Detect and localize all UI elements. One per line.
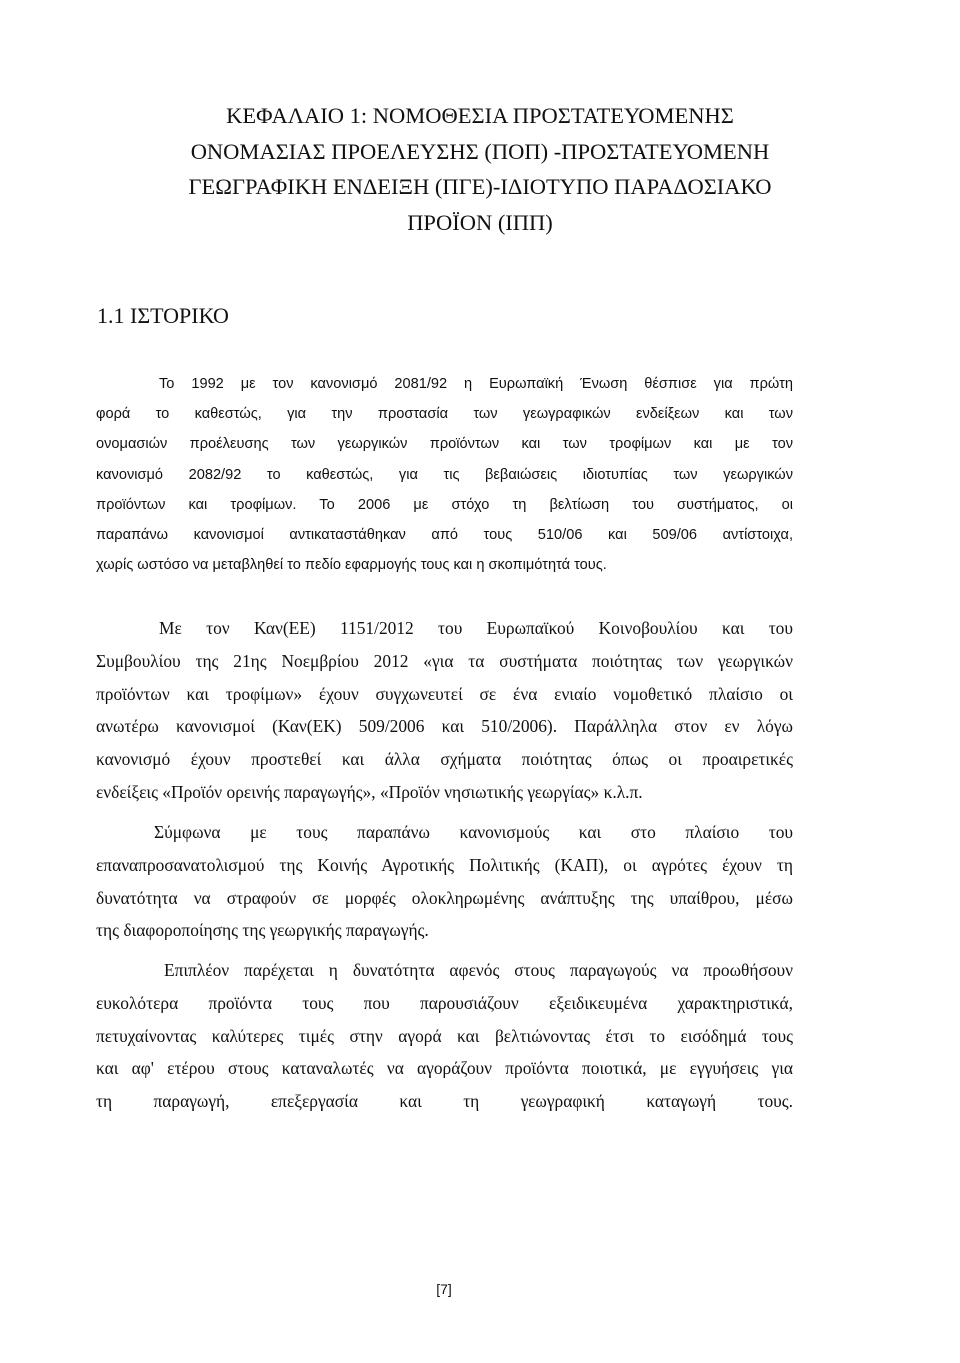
paragraph-line: Συμβουλίου της 21ης Νοεμβρίου 2012 «για τα συστήματα ποιότητας των γεωργικών xyxy=(96,650,793,671)
paragraph-line: επαναπροσανατολισμού της Κοινής Αγροτικής Πολιτικής (ΚΑΠ), οι αγρότες έχουν τη xyxy=(96,854,793,875)
paragraph-regulation-1151 xyxy=(96,612,793,809)
paragraph-line: τη παραγωγή, επεξεργασία και τη γεωγραφική καταγωγή τους. xyxy=(96,1091,793,1112)
paragraph-line: κανονισμό 2082/92 το καθεστώς, για τις βεβαιώσεις ιδιοτυπίας των γεωργικών xyxy=(96,466,793,483)
page-number: [7] xyxy=(436,1281,452,1297)
paragraph-line: Το 1992 με τον κανονισμό 2081/92 η Ευρωπαϊκή Ένωση θέσπισε για πρώτη xyxy=(159,376,793,392)
paragraph-line: κανονισμό έχουν προστεθεί και άλλα σχήματα ποιότητας όπως οι προαιρετικές xyxy=(96,749,793,770)
paragraph-line: δυνατότητα να στραφούν σε μορφές ολοκληρωμένης ανάπτυξης της υπαίθρου, μέσω xyxy=(96,887,793,908)
chapter-title-line: ΟΝΟΜΑΣΙΑΣ ΠΡΟΕΛΕΥΣΗΣ (ΠΟΠ) -ΠΡΟΣΤΑΤΕΥΟΜΕΝΗ xyxy=(190,138,770,164)
paragraph-line: πετυχαίνοντας καλύτερες τιμές στην αγορά και βελτιώνοντας έτσι το εισόδημά τους xyxy=(96,1025,793,1046)
paragraph-benefits xyxy=(96,954,793,1118)
paragraph-line: ευκολότερα προϊόντα τους που παρουσιάζουν εξειδικευμένα χαρακτηριστικά, xyxy=(96,992,793,1013)
paragraph-line: Επιπλέον παρέχεται η δυνατότητα αφενός στους παραγωγούς να προωθήσουν xyxy=(164,960,793,980)
paragraph-line: φορά το καθεστώς, για την προστασία των γεωγραφικών ενδείξεων και των xyxy=(96,406,793,423)
chapter-title-line: ΚΕΦΑΛΑΙΟ 1: ΝΟΜΟΘΕΣΙΑ ΠΡΟΣΤΑΤΕΥΟΜΕΝΗΣ xyxy=(226,103,734,128)
section-title: 1.1 ΙΣΤΟΡΙΚΟ xyxy=(97,303,229,328)
paragraph-line: προϊόντων και τροφίμων. Το 2006 με στόχο τη βελτίωση του συστήματος, οι xyxy=(96,496,793,513)
paragraph-cap xyxy=(96,816,793,947)
paragraph-line: και αφ' ετέρου στους καταναλωτές να αγοράζουν προϊόντα ποιοτικά, με εγγυήσεις για xyxy=(96,1058,793,1079)
paragraph-line: ανωτέρω κανονισμοί (Καν(ΕΚ) 509/2006 και 510/2006). Παράλληλα στον εν λόγω xyxy=(96,716,793,737)
chapter-title xyxy=(100,98,860,240)
paragraph-line: χωρίς ωστόσο να μεταβληθεί το πεδίο εφαρμογής τους και η σκοπιμότητά τους. xyxy=(96,557,607,574)
paragraph-line: προϊόντων και τροφίμων» έχουν συγχωνευτεί σε ένα ενιαίο νομοθετικό πλαίσιο οι xyxy=(96,683,793,704)
chapter-title-line: ΠΡΟΪΟΝ (ΙΠΠ) xyxy=(407,209,553,235)
paragraph-line: παραπάνω κανονισμοί αντικαταστάθηκαν από τους 510/06 και 509/06 αντίστοιχα, xyxy=(96,527,793,544)
paragraph-line: Με τον Καν(ΕΕ) 1151/2012 του Ευρωπαϊκού Κοινοβουλίου και του xyxy=(159,618,793,638)
paragraph-line: ονομασιών προέλευσης των γεωργικών προϊόντων και των τροφίμων και με τον xyxy=(96,436,793,453)
chapter-title-line: ΓΕΩΓΡΑΦΙΚΗ ΕΝΔΕΙΞΗ (ΠΓΕ)-ΙΔΙΟΤΥΠΟ ΠΑΡΑΔΟΣΙΑΚΟ xyxy=(188,174,772,199)
paragraph-line: Σύμφωνα με τους παραπάνω κανονισμούς και στο πλαίσιο του xyxy=(154,822,793,842)
paragraph-line: ενδείξεις «Προϊόν ορεινής παραγωγής», «Προϊόν νησιωτικής γεωργίας» κ.λ.π. xyxy=(96,781,643,802)
paragraph-history-1992 xyxy=(96,369,793,580)
paragraph-line: της διαφοροποίησης της γεωργικής παραγωγής. xyxy=(96,920,429,941)
